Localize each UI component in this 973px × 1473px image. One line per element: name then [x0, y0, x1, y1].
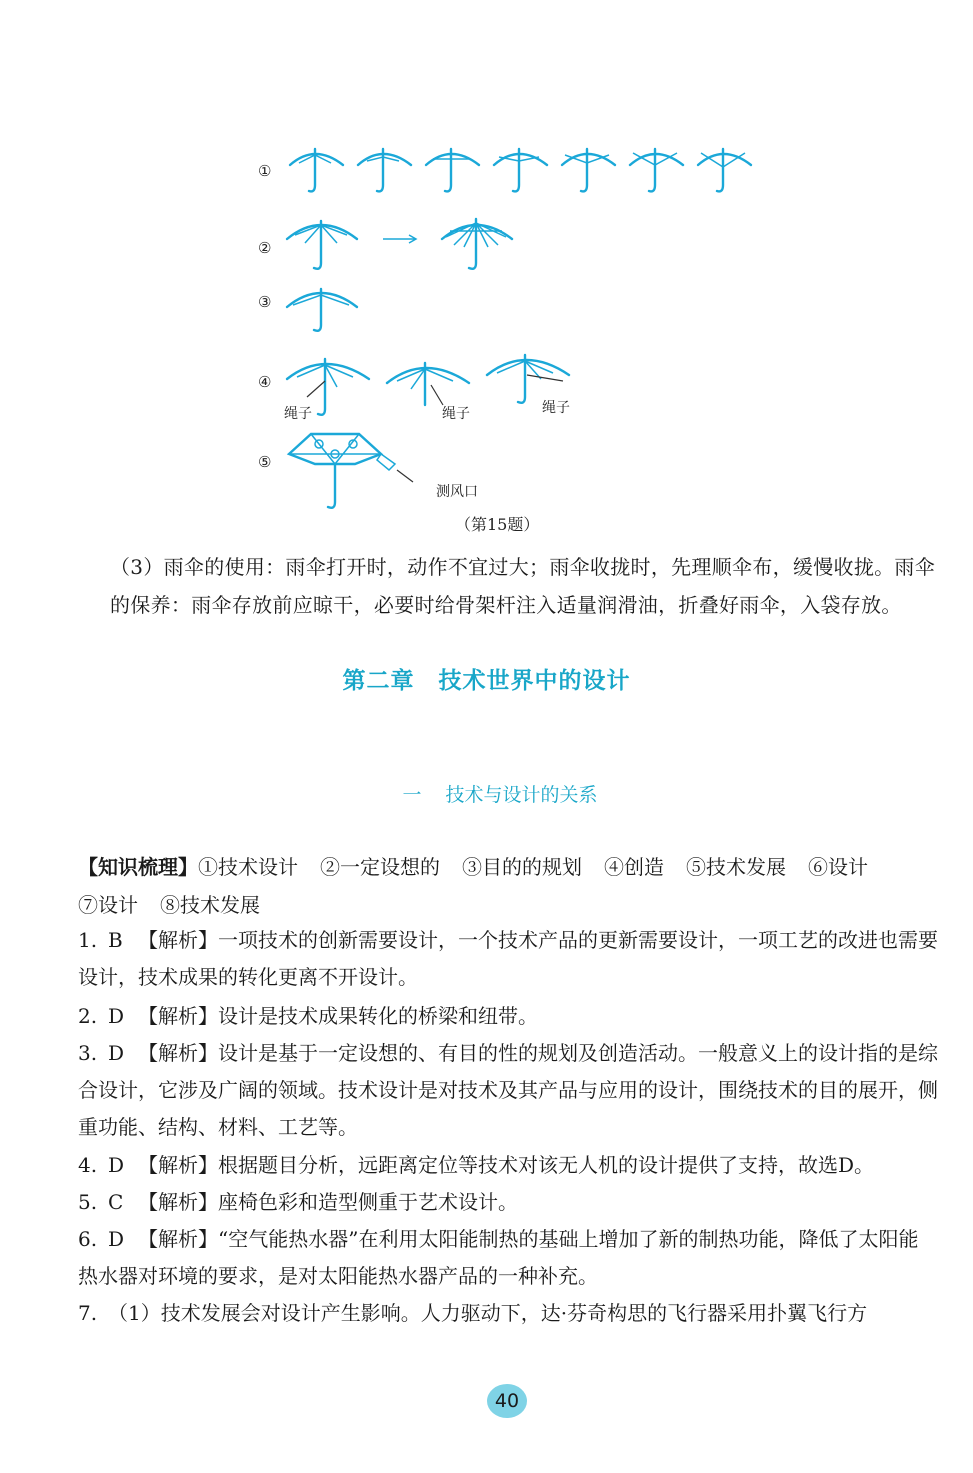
knowledge-summary	[78, 848, 938, 924]
figure-caption: （第15题）	[455, 515, 540, 534]
question-4	[78, 1147, 938, 1184]
umbrella-icon	[289, 434, 395, 508]
question-2	[78, 998, 938, 1035]
question-number: 5.	[78, 1190, 98, 1214]
rope-label-1: 绳子	[284, 406, 312, 422]
umbrella-icon	[387, 363, 469, 405]
analysis-text: 根据题目分析，远距离定位等技术对该无人机的设计提供了支持，故选D。	[218, 1153, 875, 1177]
rope-label-2: 绳子	[442, 406, 470, 422]
question-3	[78, 1035, 938, 1146]
question-answer: D	[108, 1227, 125, 1251]
umbrella-icon	[562, 149, 615, 191]
knowledge-item: ⑧技术发展	[160, 893, 260, 917]
question-answer: D	[108, 1153, 125, 1177]
analysis-tag: 【解析】	[138, 1041, 218, 1065]
umbrella-drawings	[240, 135, 800, 535]
umbrella-row-3	[287, 289, 357, 331]
rope-label-3: 绳子	[542, 400, 570, 416]
umbrella-row-2	[287, 219, 512, 269]
analysis-text: 一项技术的创新需要设计，一个技术产品的更新需要设计，一项工艺的改进也需要设计，技术成果的转化更离不开设计。	[78, 928, 938, 989]
knowledge-item: ②一定设想的	[320, 855, 440, 879]
umbrella-icon	[494, 149, 547, 191]
section-heading	[0, 780, 973, 807]
question-5	[78, 1184, 938, 1221]
umbrella-icon	[487, 355, 569, 403]
umbrella-row-4	[287, 355, 569, 415]
umbrella-icon	[290, 149, 343, 191]
umbrella-icon	[442, 219, 512, 269]
analysis-text: 座椅色彩和造型侧重于艺术设计。	[218, 1190, 518, 1214]
knowledge-item: ①技术设计	[198, 855, 298, 879]
analysis-text: “空气能热水器”在利用太阳能制热的基础上增加了新的制热功能，降低了太阳能热水器对环境的要求，是对太阳能热水器产品的一种补充。	[78, 1227, 919, 1288]
analysis-tag: 【解析】	[138, 1004, 218, 1028]
question-number: 1.	[78, 928, 98, 952]
question-answer: C	[108, 1190, 124, 1214]
question-number: 3.	[78, 1041, 98, 1065]
umbrella-icon	[630, 149, 683, 191]
question-answer: B	[108, 928, 123, 952]
umbrella-icon	[698, 149, 751, 191]
analysis-text: （1）技术发展会对设计产生影响。人力驱动下，达·芬奇构思的飞行器采用扑翼飞行方	[108, 1301, 868, 1325]
chapter-title: 第二章 技术世界中的设计	[342, 668, 631, 694]
umbrella-row-5	[289, 434, 413, 508]
analysis-text: 设计是基于一定设想的、有目的性的规划及创造活动。一般意义上的设计指的是综合设计，它涉及广阔的领域。技术设计是对技术及其产品与应用的设计，围绕技术的目的展开，侧重功能、结构、材料、工艺等。	[78, 1041, 938, 1139]
knowledge-item: ⑦设计	[78, 893, 138, 917]
question-number: 6.	[78, 1227, 98, 1251]
umbrella-icon	[287, 221, 357, 269]
umbrella-figure	[240, 135, 800, 535]
row-label-3: ③	[258, 293, 272, 311]
analysis-tag: 【解析】	[138, 1153, 218, 1177]
knowledge-item: ⑤技术发展	[686, 855, 786, 879]
section-number: 一	[402, 784, 422, 806]
question-1	[78, 922, 938, 996]
question-answer: D	[108, 1004, 125, 1028]
umbrella-icon	[426, 149, 479, 191]
question-number: 4.	[78, 1153, 98, 1177]
row-label-1: ①	[258, 162, 272, 180]
question-6	[78, 1221, 938, 1295]
knowledge-item: ④创造	[604, 855, 664, 879]
question-answer: D	[108, 1041, 125, 1065]
row-label-5: ⑤	[258, 453, 272, 471]
analysis-tag: 【解析】	[138, 1227, 218, 1251]
section-title: 技术与设计的关系	[445, 784, 598, 806]
umbrella-row-1	[290, 149, 751, 191]
umbrella-icon	[287, 289, 357, 331]
row-label-4: ④	[258, 373, 272, 391]
analysis-tag: 【解析】	[138, 928, 218, 952]
knowledge-item: ⑥设计	[808, 855, 868, 879]
question-number: 2.	[78, 1004, 98, 1028]
analysis-tag: 【解析】	[138, 1190, 218, 1214]
analysis-text: 设计是技术成果转化的桥梁和纽带。	[218, 1004, 538, 1028]
question-7	[78, 1295, 938, 1332]
umbrella-icon	[358, 149, 411, 191]
wind-opening-label: 测风口	[436, 484, 478, 500]
question-number: 7.	[78, 1301, 98, 1325]
row-label-2: ②	[258, 239, 272, 257]
usage-paragraph: （3）雨伞的使用：雨伞打开时，动作不宜过大；雨伞收拢时，先理顺伞布，缓慢收拢。雨伞的保养：雨伞存放前应晾干，必要时给骨架杆注入适量润滑油，折叠好雨伞，入袋存放。	[110, 555, 936, 617]
knowledge-item: ③目的的规划	[462, 855, 582, 879]
page-number: 40	[487, 1384, 527, 1418]
knowledge-heading: 【知识梳理】	[78, 855, 198, 879]
